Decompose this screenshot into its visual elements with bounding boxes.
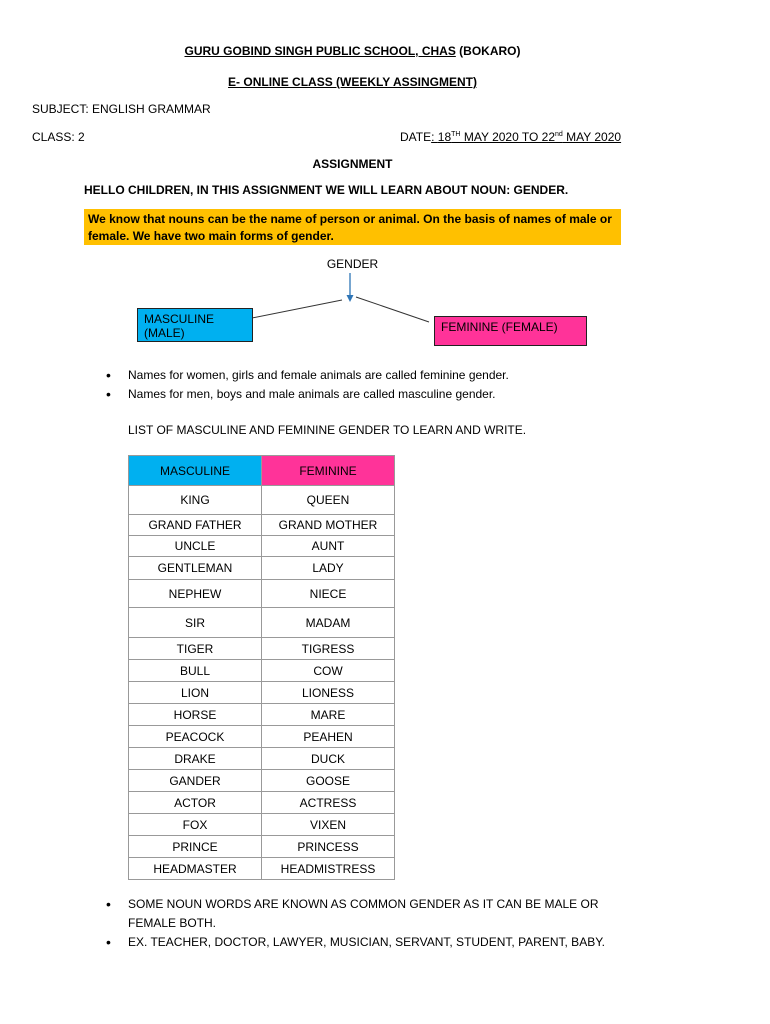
table-row [129, 792, 395, 814]
table-row [129, 608, 395, 638]
masculine-cell: LION [129, 682, 262, 704]
table-row [129, 748, 395, 770]
masculine-cell: ACTOR [129, 792, 262, 814]
line-to-masculine [242, 300, 342, 320]
gender-notes-list [106, 366, 509, 404]
table-row [129, 557, 395, 580]
table-row [129, 515, 395, 536]
masculine-cell: NEPHEW [129, 580, 262, 608]
masculine-cell: TIGER [129, 638, 262, 660]
table-row [129, 704, 395, 726]
class-line: CLASS: 2 [32, 130, 85, 144]
table-row [129, 726, 395, 748]
table-header-row [129, 456, 395, 486]
list-item: • SOME NOUN WORDS ARE KNOWN AS COMMON GENDER AS IT CAN BE MALE OR FEMALE BOTH. [106, 895, 626, 933]
table-row [129, 638, 395, 660]
masculine-box: MASCULINE (MALE) [137, 308, 253, 342]
header-feminine: FEMININE [262, 456, 395, 486]
masculine-cell: BULL [129, 660, 262, 682]
feminine-cell: HEADMISTRESS [262, 858, 395, 880]
feminine-cell: GOOSE [262, 770, 395, 792]
feminine-box: FEMININE (FEMALE) [434, 316, 587, 346]
list-item: • Names for women, girls and female animals are called feminine gender. [106, 366, 509, 385]
subject-line: SUBJECT: ENGLISH GRAMMAR [32, 102, 211, 116]
table-row [129, 682, 395, 704]
list-item: • Names for men, boys and male animals are called masculine gender. [106, 385, 509, 404]
masculine-cell: GANDER [129, 770, 262, 792]
feminine-cell: ACTRESS [262, 792, 395, 814]
table-row [129, 814, 395, 836]
feminine-cell: PRINCESS [262, 836, 395, 858]
line-to-feminine [356, 297, 429, 322]
feminine-cell: COW [262, 660, 395, 682]
gender-root-label: GENDER [326, 257, 379, 271]
feminine-cell: LADY [262, 557, 395, 580]
feminine-cell: NIECE [262, 580, 395, 608]
assignment-heading: ASSIGNMENT [312, 157, 393, 171]
arrow-head [347, 295, 354, 302]
masculine-cell: UNCLE [129, 536, 262, 557]
masculine-cell: FOX [129, 814, 262, 836]
school-title: GURU GOBIND SINGH PUBLIC SCHOOL, CHAS (BOKARO) [184, 44, 521, 58]
feminine-cell: QUEEN [262, 486, 395, 515]
gender-table [128, 455, 395, 880]
feminine-cell: GRAND MOTHER [262, 515, 395, 536]
feminine-cell: LIONESS [262, 682, 395, 704]
table-row [129, 660, 395, 682]
list-item: • EX. TEACHER, DOCTOR, LAWYER, MUSICIAN, SERVANT, STUDENT, PARENT, BABY. [106, 933, 626, 952]
masculine-cell: HORSE [129, 704, 262, 726]
masculine-cell: PEACOCK [129, 726, 262, 748]
table-row [129, 836, 395, 858]
class-subtitle: E- ONLINE CLASS (WEEKLY ASSINGMENT) [228, 75, 477, 89]
header-masculine: MASCULINE [129, 456, 262, 486]
common-gender-list [106, 895, 626, 952]
feminine-cell: VIXEN [262, 814, 395, 836]
table-row [129, 580, 395, 608]
date-line: DATE: 18TH MAY 2020 TO 22nd MAY 2020 [400, 130, 622, 144]
table-row [129, 770, 395, 792]
hello-line: HELLO CHILDREN, IN THIS ASSIGNMENT WE WILL LEARN ABOUT NOUN: GENDER. [84, 183, 569, 197]
feminine-cell: MADAM [262, 608, 395, 638]
feminine-cell: AUNT [262, 536, 395, 557]
feminine-cell: MARE [262, 704, 395, 726]
intro-highlight: We know that nouns can be the name of person or animal. On the basis of names of male or female. We have two main forms of gender. [84, 209, 621, 245]
table-row [129, 858, 395, 880]
masculine-cell: GENTLEMAN [129, 557, 262, 580]
masculine-cell: PRINCE [129, 836, 262, 858]
masculine-cell: GRAND FATHER [129, 515, 262, 536]
masculine-cell: HEADMASTER [129, 858, 262, 880]
masculine-cell: DRAKE [129, 748, 262, 770]
masculine-cell: KING [129, 486, 262, 515]
masculine-cell: SIR [129, 608, 262, 638]
list-heading: LIST OF MASCULINE AND FEMININE GENDER TO LEARN AND WRITE. [128, 423, 527, 437]
feminine-cell: DUCK [262, 748, 395, 770]
table-row [129, 486, 395, 515]
feminine-cell: TIGRESS [262, 638, 395, 660]
table-row [129, 536, 395, 557]
feminine-cell: PEAHEN [262, 726, 395, 748]
